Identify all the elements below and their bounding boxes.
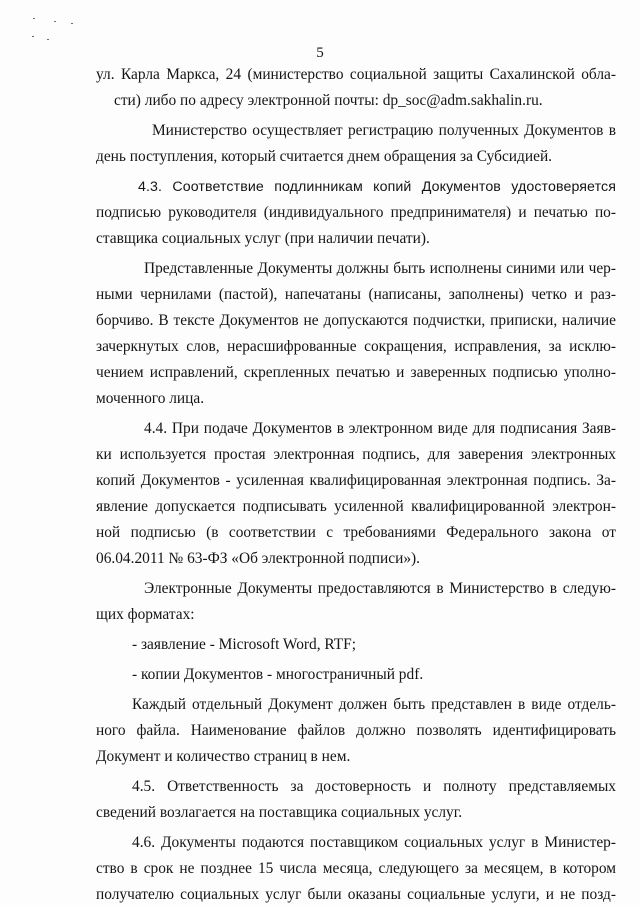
text-line: ными чернилами (пастой), напечатаны (написаны, заполнены) четко и раз-	[96, 286, 616, 303]
text-line: зачеркнутых слов, нерасшифрованные сокращения, исправления, за исклю-	[96, 338, 616, 355]
text-line: ного файла. Наименование файлов должно позволять идентифицировать	[96, 722, 616, 739]
paragraph-4-6	[96, 830, 616, 908]
text-line: 4.4. При подаче Документов в электронном виде для подписания Заяв-	[144, 420, 616, 437]
text-line: день поступления, который считается днем обращения за Субсидией.	[96, 148, 553, 165]
text-line: ной подписью (в соответствии с требованиями Федерального закона от	[96, 524, 616, 541]
page-number: 5	[316, 45, 324, 61]
text-line: ство в срок не позднее 15 числа месяца, следующего за месяцем, в котором	[96, 860, 616, 877]
text-line: - заявление - Microsoft Word, RTF;	[132, 636, 357, 653]
paragraph-registration	[96, 118, 616, 170]
text-line: Документ и количество страниц в нем.	[96, 748, 351, 765]
text-line: моченного лица.	[96, 390, 205, 407]
text-line: ки используется простая электронная подпись, для заверения электронных	[96, 446, 616, 463]
text-line: - копии Документов - многостраничный pdf.	[132, 666, 424, 683]
document-body	[96, 62, 616, 912]
text-line: сведений возлагается на поставщика социальных услуг.	[96, 804, 463, 821]
paragraph-4-5	[96, 774, 616, 826]
text-line: подписью руководителя (индивидуального предпринимателя) и печатью по-	[96, 204, 616, 221]
text-line: Министерство осуществляет регистрацию полученных Документов в	[152, 122, 616, 139]
scan-speck	[71, 23, 73, 24]
paragraph-electronic-formats	[96, 576, 616, 628]
text-line-content: сти) либо по адресу электронной почты: dp_soc@adm.sakhalin.ru.	[114, 92, 543, 109]
text-line: копий Документов - усиленная квалифицированная электронная подпись. За-	[96, 472, 616, 489]
text-line: 4.6. Документы подаются поставщиком социальных услуг в Министер-	[132, 834, 616, 851]
text-line: ставщика социальных услуг (при наличии печати).	[96, 230, 430, 247]
text-line: ул. Карла Маркса, 24 (министерство социальной защиты Сахалинской обла-	[96, 66, 616, 83]
paragraph-4-3	[96, 174, 616, 252]
paragraph-document-requirements	[96, 256, 616, 412]
text-line: явление допускается подписывать усиленной квалифицированной электрон-	[96, 498, 616, 515]
text-line: 06.04.2011 № 63-ФЗ «Об электронной подписи»).	[96, 550, 420, 567]
scan-speck	[54, 21, 56, 22]
text-line: Электронные Документы предоставляются в Министерство в следую-	[144, 580, 616, 597]
paragraph-address	[96, 62, 616, 114]
text-line: щих форматах:	[96, 606, 195, 623]
text-line: 4.3. Соответствие подлинникам копий Документов удостоверяется	[138, 179, 616, 195]
text-line: получателю социальных услуг были оказаны социальные услуги, и не позд-	[96, 886, 616, 903]
paragraph-format-copies	[96, 662, 616, 688]
text-line	[96, 88, 616, 114]
text-line: чением исправлений, скрепленных печатью и заверенных подписью уполно-	[96, 364, 616, 381]
text-line: борчиво. В тексте Документов не допускаются подчистки, приписки, наличие	[96, 312, 616, 329]
scan-speck	[32, 36, 34, 37]
paragraph-format-application	[96, 632, 616, 658]
text-line: Каждый отдельный Документ должен быть представлен в виде отдель-	[132, 696, 616, 713]
paragraph-4-4	[96, 416, 616, 572]
scan-speck	[33, 18, 35, 19]
text-line: Представленные Документы должны быть исполнены синими или чер-	[144, 260, 616, 277]
text-line: 4.5. Ответственность за достоверность и полноту представляемых	[132, 778, 616, 795]
paragraph-separate-files	[96, 692, 616, 770]
scan-speck	[47, 39, 49, 40]
